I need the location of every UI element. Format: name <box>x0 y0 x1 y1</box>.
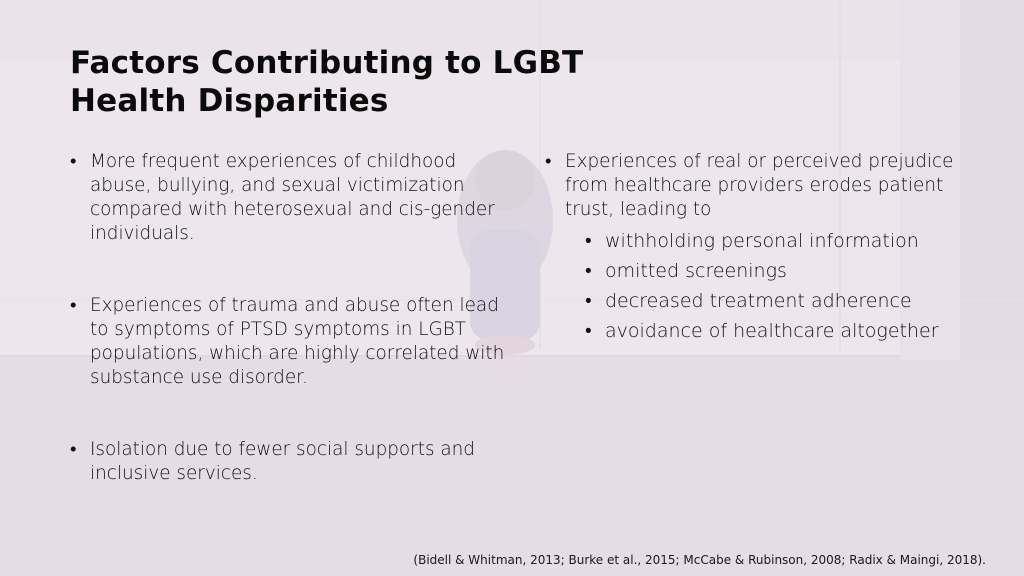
sub-bullet-withholding: • withholding personal information <box>585 226 995 256</box>
title-line-1: Factors Contributing to LGBT <box>70 45 584 81</box>
left-bullet-list <box>70 150 510 486</box>
sub-bullet-avoidance: • avoidance of healthcare altogether <box>585 316 995 346</box>
right-bullet-list <box>545 150 995 346</box>
bullet-isolation: • Isolation due to fewer social supports and inclusive services. <box>70 438 510 486</box>
sub-bullet-screenings: • omitted screenings <box>585 256 995 286</box>
sub-bullet-list <box>565 226 995 346</box>
bullet-trauma-ptsd: • Experiences of trauma and abuse often lead to symptoms of PTSD symptoms in LGBT populations, which are highly correlated with substance use disorder. <box>70 294 510 390</box>
slide-title <box>70 44 770 120</box>
bullet-prejudice <box>545 150 995 346</box>
bullet-childhood-abuse: • More frequent experiences of childhood abuse, bullying, and sexual victimization compared with heterosexual and cis-gender individuals. <box>70 150 510 246</box>
bullet-prejudice-text: Experiences of real or perceived prejudice from healthcare providers erodes patient trust, leading to <box>565 151 954 220</box>
sub-bullet-adherence: • decreased treatment adherence <box>585 286 995 316</box>
title-line-2: Health Disparities <box>70 83 389 119</box>
citation: (Bidell & Whitman, 2013; Burke et al., 2015; McCabe & Rubinson, 2008; Radix & Maingi, 2018). <box>413 553 986 567</box>
